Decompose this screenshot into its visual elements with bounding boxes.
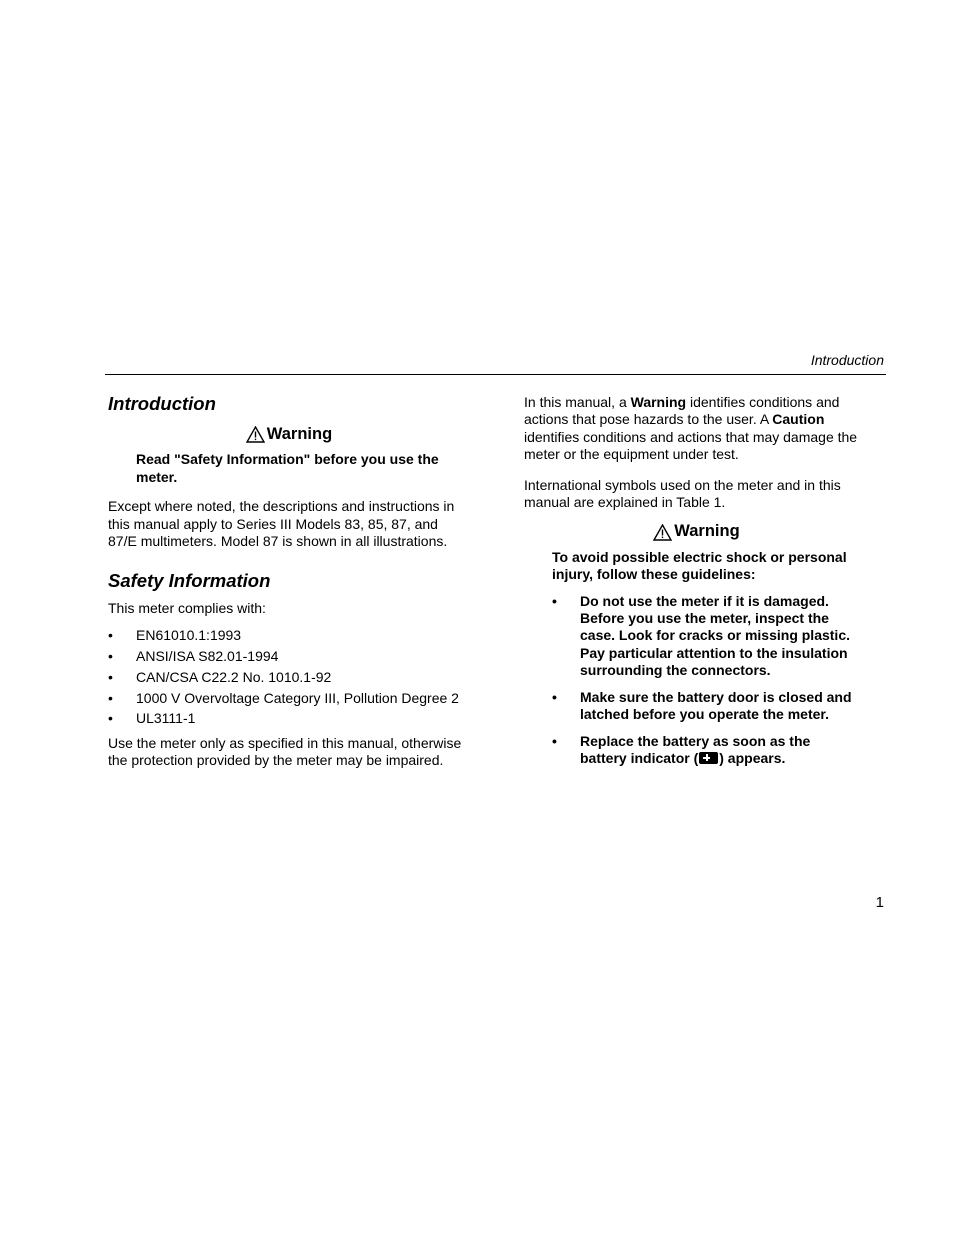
warning-term: Warning <box>630 394 687 410</box>
warning-heading <box>524 523 869 540</box>
safety-information-heading: Safety Information <box>108 570 271 592</box>
list-item: • CAN/CSA C22.2 No. 1010.1-92 <box>108 669 470 686</box>
para-text: identifies conditions and actions that pose hazards to the user. A <box>524 394 840 428</box>
warning-triangle-icon <box>246 426 265 443</box>
warning-intro: To avoid possible electric shock or personal injury, follow these guidelines: <box>552 548 847 583</box>
left-column <box>108 393 470 770</box>
list-item: • Do not use the meter if it is damaged. Before you use the meter, inspect the case. Look for cracks or missing plastic. Pay particular attention to the insulation surrounding the connectors. <box>552 593 857 680</box>
running-header: Introduction <box>810 352 884 368</box>
list-item: • UL3111-1 <box>108 710 470 727</box>
warning-label: Warning <box>266 425 333 443</box>
caution-term: Caution <box>772 411 825 428</box>
battery-item-text: Replace the battery as soon as the battery indicator ( <box>580 732 811 766</box>
usage-paragraph: Use the meter only as specified in this manual, otherwise the protection provided by the meter may be impaired. <box>108 734 462 769</box>
battery-item-text: ) appears. <box>719 749 786 766</box>
para-text: identifies conditions and actions that may damage the meter or the equipment under test. <box>524 428 858 463</box>
introduction-heading: Introduction <box>108 393 216 414</box>
battery-indicator-icon <box>699 752 718 764</box>
warning-body <box>552 549 857 767</box>
list-item: • 1000 V Overvoltage Category III, Pollution Degree 2 <box>108 690 470 707</box>
warning-triangle-icon <box>653 524 672 541</box>
list-item: • EN61010.1:1993 <box>108 627 470 644</box>
right-column <box>524 394 869 767</box>
guidelines-list <box>552 593 857 768</box>
standards-list <box>108 627 470 728</box>
symbols-paragraph: International symbols used on the meter and in this manual are explained in Table 1. <box>524 476 841 511</box>
complies-text: This meter complies with: <box>108 600 266 617</box>
para-text: In this manual, a <box>524 394 631 410</box>
list-item: • Make sure the battery door is closed and latched before you operate the meter. <box>552 689 857 724</box>
warning-label: Warning <box>674 522 740 541</box>
list-item <box>552 733 857 768</box>
header-rule <box>105 374 886 375</box>
intro-paragraph: Except where noted, the descriptions and instructions in this manual apply to Series III Models 83, 85, 87, and 87/E multimeters. Model 87 is shown in all illustrations. <box>108 498 455 550</box>
page-number: 1 <box>875 894 884 911</box>
warning-text: Read "Safety Information" before you use the meter. <box>136 451 439 485</box>
list-item: • ANSI/ISA S82.01-1994 <box>108 648 470 665</box>
warning-heading <box>108 426 470 443</box>
warning-caution-paragraph <box>524 394 869 464</box>
